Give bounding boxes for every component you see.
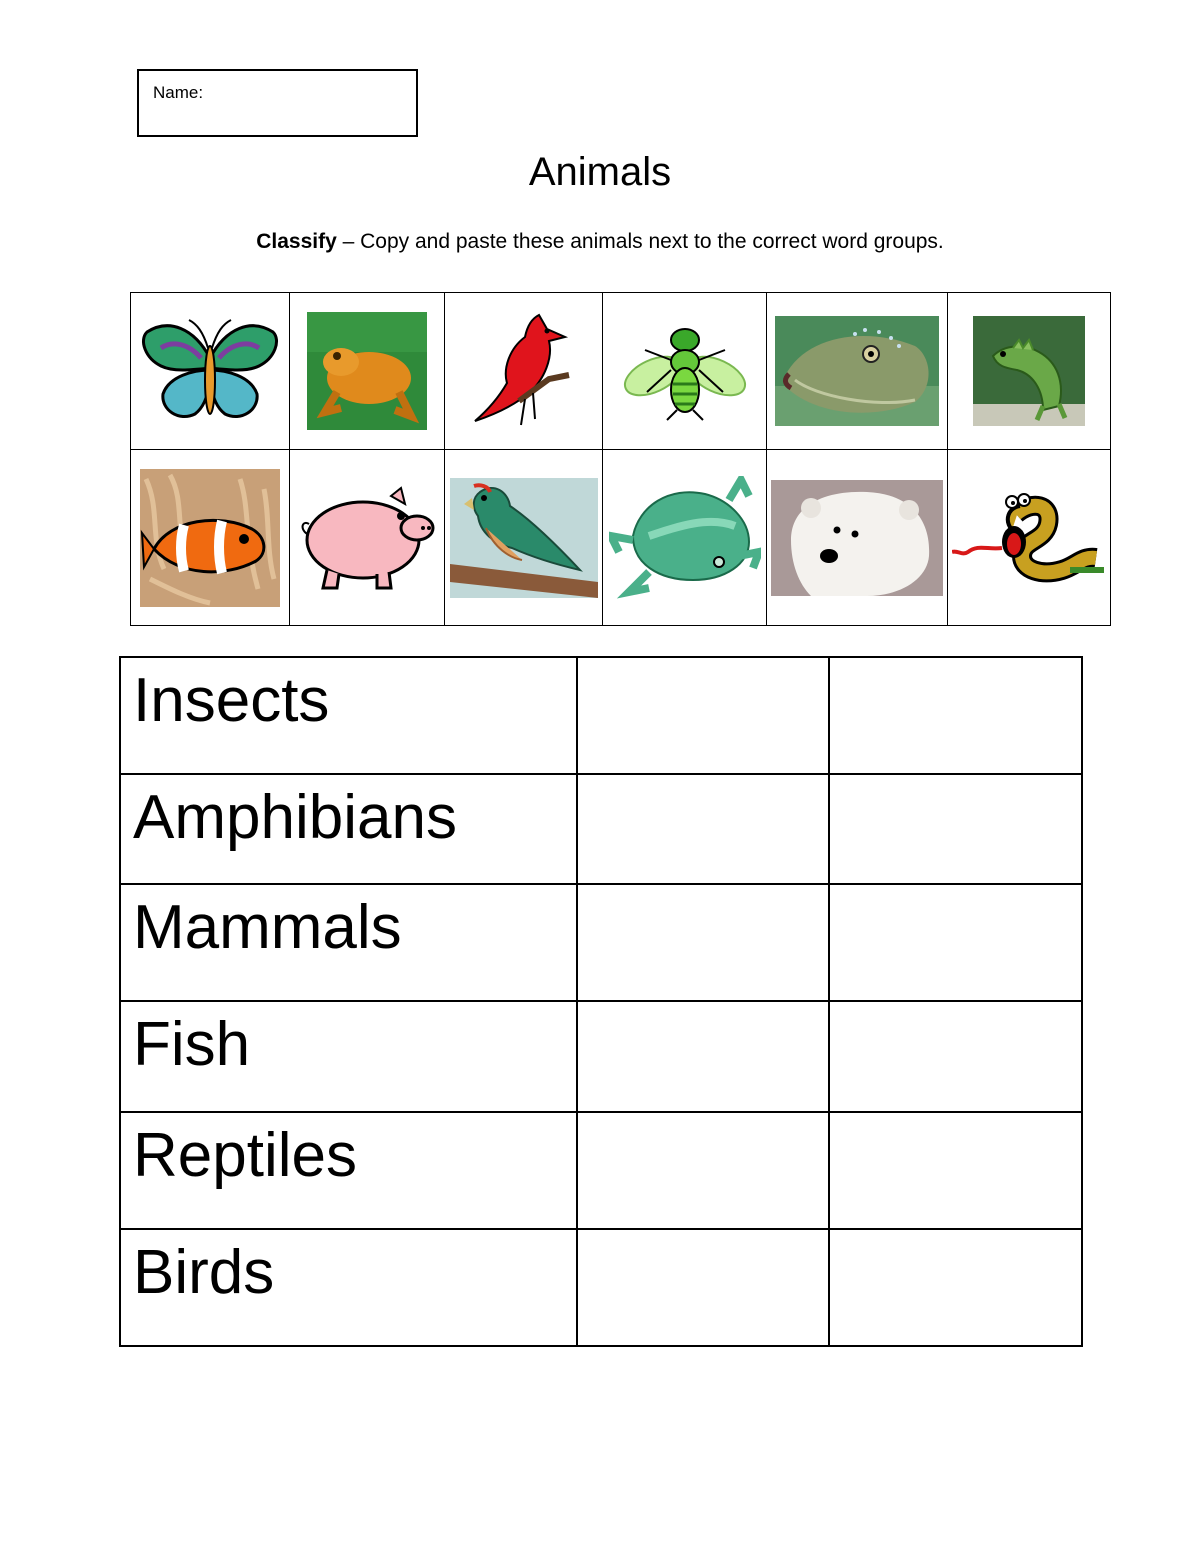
fish-icon[interactable] — [775, 316, 939, 426]
drop-cell[interactable] — [829, 657, 1082, 774]
fly-icon[interactable] — [623, 320, 747, 422]
drop-cell[interactable] — [577, 1112, 829, 1229]
animal-cell[interactable] — [290, 450, 445, 626]
group-label-fish: Fish — [120, 1001, 577, 1112]
group-label-birds: Birds — [120, 1229, 577, 1346]
toad-icon[interactable] — [307, 312, 427, 430]
animal-cell[interactable] — [767, 293, 948, 450]
frog-icon[interactable] — [609, 476, 761, 600]
drop-cell[interactable] — [829, 774, 1082, 884]
animal-picture-grid — [130, 292, 1111, 626]
parrot-icon[interactable] — [450, 478, 598, 598]
name-field[interactable] — [137, 69, 418, 137]
group-label-amphibians: Amphibians — [120, 774, 577, 884]
animal-cell[interactable] — [603, 293, 767, 450]
drop-cell[interactable] — [829, 1112, 1082, 1229]
animal-cell[interactable] — [767, 450, 948, 626]
drop-cell[interactable] — [577, 1229, 829, 1346]
name-label: Name: — [153, 83, 204, 102]
drop-cell[interactable] — [829, 1001, 1082, 1112]
group-label-reptiles: Reptiles — [120, 1112, 577, 1229]
page-title: Animals — [528, 150, 672, 194]
snake-icon[interactable] — [952, 490, 1106, 586]
group-label-insects: Insects — [120, 657, 577, 774]
classification-table — [119, 656, 1083, 1347]
animal-cell[interactable] — [603, 450, 767, 626]
group-label-mammals: Mammals — [120, 884, 577, 1001]
drop-cell[interactable] — [577, 657, 829, 774]
drop-cell[interactable] — [577, 884, 829, 1001]
animal-cell[interactable] — [948, 450, 1111, 626]
instructions-bold: Classify — [256, 230, 337, 253]
instructions — [0, 230, 1200, 254]
drop-cell[interactable] — [829, 1229, 1082, 1346]
instructions-text: – Copy and paste these animals next to the correct word groups. — [336, 230, 944, 253]
animal-cell[interactable] — [131, 450, 290, 626]
animal-cell[interactable] — [445, 293, 603, 450]
drop-cell[interactable] — [829, 884, 1082, 1001]
drop-cell[interactable] — [577, 1001, 829, 1112]
animal-cell[interactable] — [290, 293, 445, 450]
drop-cell[interactable] — [577, 774, 829, 884]
animal-cell[interactable] — [948, 293, 1111, 450]
cardinal-bird-icon[interactable] — [469, 309, 579, 433]
polar-bear-icon[interactable] — [771, 480, 943, 596]
pig-icon[interactable] — [297, 484, 437, 592]
animal-cell[interactable] — [131, 293, 290, 450]
iguana-icon[interactable] — [973, 316, 1085, 426]
clownfish-icon[interactable] — [140, 469, 280, 607]
animal-cell[interactable] — [445, 450, 603, 626]
butterfly-icon[interactable] — [139, 318, 281, 424]
